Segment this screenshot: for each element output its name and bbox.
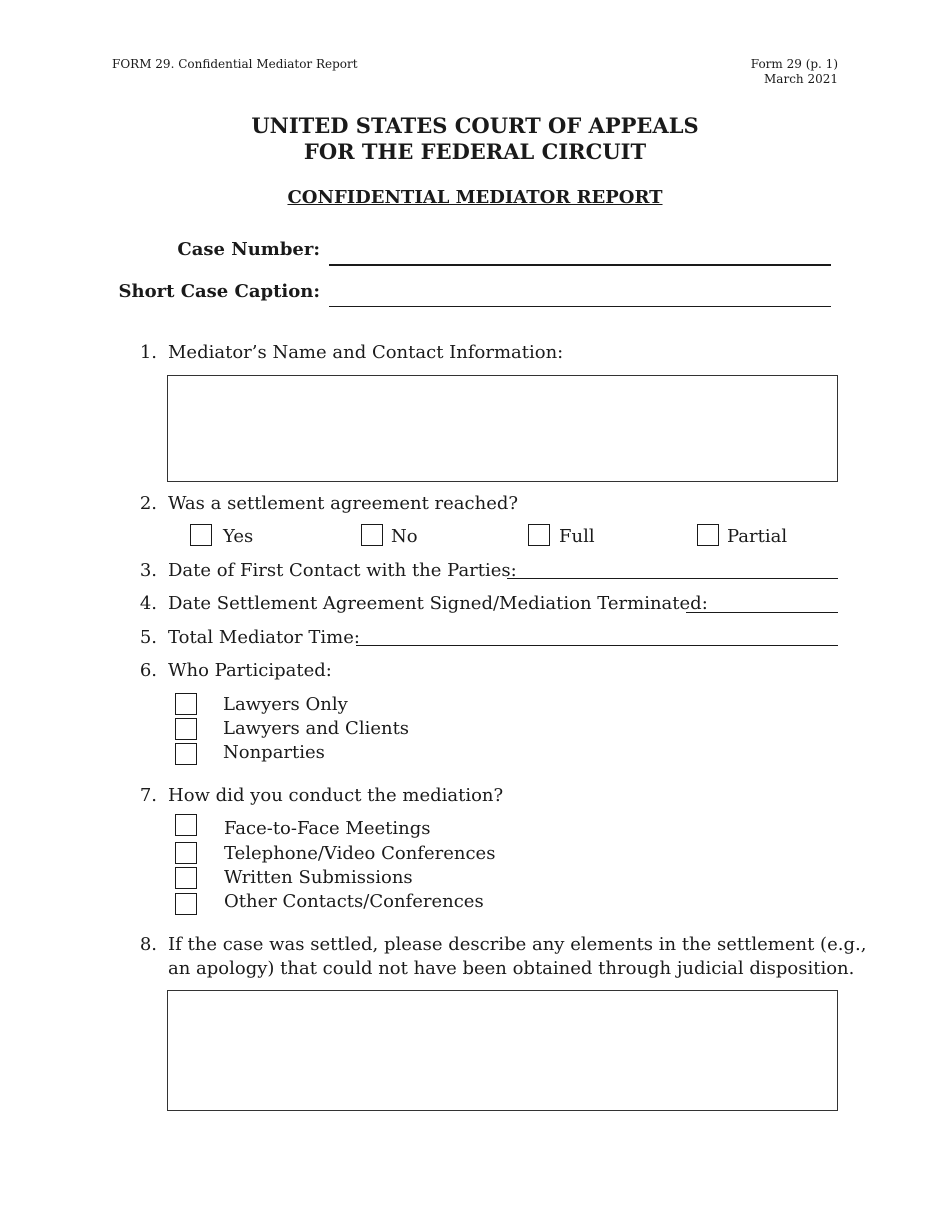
form-name: FORM 29. Confidential Mediator Report	[112, 57, 358, 71]
settlement-partial-checkbox[interactable]	[697, 524, 719, 546]
short-case-caption-field[interactable]	[329, 306, 831, 307]
q6-number: 6.	[139, 660, 157, 681]
q1-text: Mediator’s Name and Contact Information:	[168, 342, 564, 363]
settlement-elements-textbox[interactable]	[167, 990, 838, 1111]
method-written-submissions-label: Written Submissions	[224, 867, 413, 888]
settlement-yes-label: Yes	[223, 526, 254, 547]
participant-nonparties-checkbox[interactable]	[175, 743, 197, 765]
agreement-signed-date-field[interactable]	[686, 612, 838, 613]
q8-number: 8.	[139, 934, 157, 955]
settlement-full-label: Full	[559, 526, 595, 547]
participant-nonparties-label: Nonparties	[223, 742, 325, 763]
q4-number: 4.	[139, 593, 157, 614]
form-date: March 2021	[764, 72, 838, 86]
short-case-caption-label: Short Case Caption:	[118, 281, 320, 302]
q2-text: Was a settlement agreement reached?	[168, 493, 519, 514]
method-face-to-face-checkbox[interactable]	[175, 814, 197, 836]
settlement-no-label: No	[391, 526, 418, 547]
method-face-to-face-label: Face-to-Face Meetings	[224, 818, 431, 839]
settlement-partial-label: Partial	[727, 526, 788, 547]
method-other-contacts-checkbox[interactable]	[175, 893, 197, 915]
method-other-contacts-label: Other Contacts/Conferences	[224, 891, 484, 912]
mediator-contact-textbox[interactable]	[167, 375, 838, 482]
court-title-line2: FOR THE FEDERAL CIRCUIT	[303, 139, 647, 164]
settlement-no-checkbox[interactable]	[361, 524, 383, 546]
participant-lawyers-only-label: Lawyers Only	[223, 694, 348, 715]
case-number-field[interactable]	[329, 264, 831, 266]
q3-text: Date of First Contact with the Parties:	[168, 560, 517, 581]
q2-number: 2.	[139, 493, 157, 514]
q8-text-line2: an apology) that could not have been obtained through judicial disposition.	[168, 958, 855, 979]
total-mediator-time-field[interactable]	[356, 645, 838, 646]
participant-lawyers-clients-checkbox[interactable]	[175, 718, 197, 740]
form-page: Form 29 (p. 1)	[750, 57, 838, 71]
report-title: CONFIDENTIAL MEDIATOR REPORT	[287, 187, 663, 208]
court-title-line1: UNITED STATES COURT OF APPEALS	[251, 113, 699, 138]
q4-text: Date Settlement Agreement Signed/Mediation Terminated:	[168, 593, 708, 614]
method-telephone-video-checkbox[interactable]	[175, 842, 197, 864]
q1-number: 1.	[139, 342, 157, 363]
q5-number: 5.	[139, 627, 157, 648]
method-telephone-video-label: Telephone/Video Conferences	[224, 843, 496, 864]
q8-text-line1: If the case was settled, please describe any elements in the settlement (e.g.,	[168, 934, 867, 955]
case-number-label: Case Number:	[177, 239, 320, 260]
q6-text: Who Participated:	[168, 660, 332, 681]
q5-text: Total Mediator Time:	[168, 627, 360, 648]
q3-number: 3.	[139, 560, 157, 581]
participant-lawyers-only-checkbox[interactable]	[175, 693, 197, 715]
q7-number: 7.	[139, 785, 157, 806]
settlement-full-checkbox[interactable]	[528, 524, 550, 546]
first-contact-date-field[interactable]	[507, 578, 838, 579]
q7-text: How did you conduct the mediation?	[168, 785, 504, 806]
settlement-yes-checkbox[interactable]	[190, 524, 212, 546]
participant-lawyers-clients-label: Lawyers and Clients	[223, 718, 410, 739]
method-written-submissions-checkbox[interactable]	[175, 867, 197, 889]
